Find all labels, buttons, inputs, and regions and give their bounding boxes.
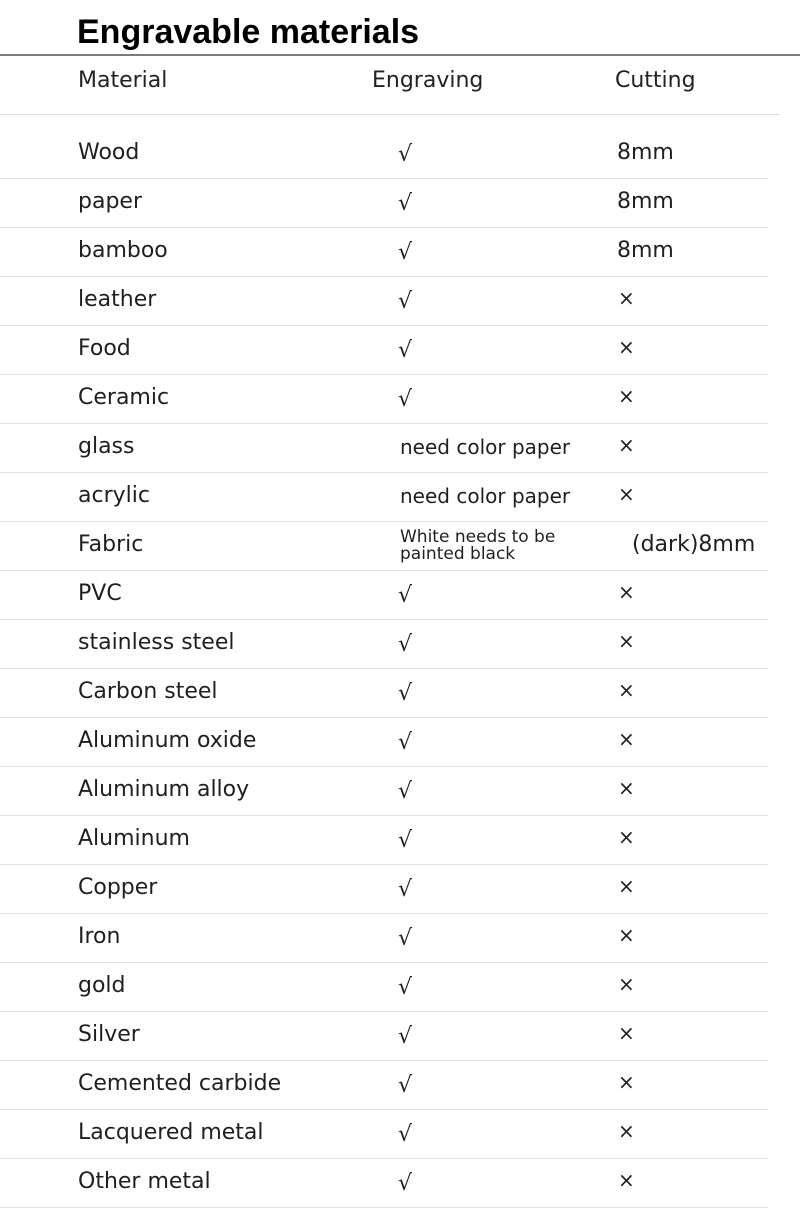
table-row [0,228,768,277]
table-row [0,767,768,816]
engraving-cell: √ [398,632,413,657]
cutting-cell: × [618,1070,635,1094]
cutting-cell: 8mm [617,140,674,165]
engraving-cell: √ [398,975,413,1000]
materials-table [0,130,800,1208]
table-row [0,179,768,228]
table-row [0,571,768,620]
cutting-cell: × [618,335,635,359]
material-cell: bamboo [78,238,168,263]
engraving-cell: √ [398,338,413,363]
material-cell: Ceramic [78,385,170,410]
engraving-cell: √ [398,191,413,216]
material-cell: Iron [78,924,121,949]
cutting-cell: 8mm [617,238,674,263]
material-cell: Copper [78,875,158,900]
engraving-cell: √ [398,926,413,951]
engraving-cell: White needs to be painted black [400,527,556,564]
cutting-cell: × [618,776,635,800]
table-row [0,620,768,669]
table-row [0,865,768,914]
engraving-cell: √ [398,1122,413,1147]
material-cell: Fabric [78,532,144,557]
header-cutting: Cutting [615,68,696,93]
cutting-cell: (dark)8mm [632,532,756,557]
table-row [0,1159,768,1208]
table-row [0,130,768,179]
page-title: Engravable materials [77,13,420,51]
cutting-cell: × [618,286,635,310]
cutting-cell: × [618,923,635,947]
engraving-cell: √ [398,240,413,265]
table-row [0,669,768,718]
table-row [0,1012,768,1061]
material-cell: Silver [78,1022,140,1047]
engraving-cell: √ [398,877,413,902]
header-material: Material [78,68,168,93]
cutting-cell: × [618,1168,635,1192]
material-cell: Aluminum [78,826,190,851]
cutting-cell: × [618,1119,635,1143]
engraving-cell: √ [398,289,413,314]
cutting-cell: × [618,678,635,702]
material-cell: PVC [78,581,122,606]
engraving-cell: need color paper [400,435,571,459]
cutting-cell: × [618,384,635,408]
engraving-cell: √ [398,779,413,804]
table-row [0,914,768,963]
cutting-cell: 8mm [617,189,674,214]
table-row [0,718,768,767]
table-row [0,424,768,473]
material-cell: Cemented carbide [78,1071,282,1096]
table-row [0,375,768,424]
header-engraving: Engraving [372,68,484,93]
table-row [0,1061,768,1110]
cutting-cell: × [618,433,635,457]
material-cell: Other metal [78,1169,211,1194]
cutting-cell: × [618,482,635,506]
table-row [0,522,768,571]
table-row [0,963,768,1012]
engraving-cell: √ [398,142,413,167]
material-cell: stainless steel [78,630,235,655]
table-row [0,473,768,522]
material-cell: Aluminum oxide [78,728,257,753]
engraving-cell: √ [398,1171,413,1196]
material-cell: paper [78,189,142,214]
cutting-cell: × [618,629,635,653]
material-cell: acrylic [78,483,150,508]
engraving-cell: √ [398,387,413,412]
material-cell: Wood [78,140,140,165]
table-header [0,56,780,115]
cutting-cell: × [618,874,635,898]
cutting-cell: × [618,727,635,751]
cutting-cell: × [618,1021,635,1045]
engraving-cell: √ [398,681,413,706]
material-cell: gold [78,973,126,998]
cutting-cell: × [618,825,635,849]
table-row [0,816,768,865]
material-cell: Carbon steel [78,679,218,704]
table-row [0,326,768,375]
material-cell: Aluminum alloy [78,777,250,802]
engraving-cell: √ [398,1024,413,1049]
engraving-cell: √ [398,828,413,853]
engraving-cell: √ [398,1073,413,1098]
table-row [0,277,768,326]
material-cell: Lacquered metal [78,1120,264,1145]
cutting-cell: × [618,972,635,996]
engraving-cell: √ [398,583,413,608]
material-cell: glass [78,434,135,459]
material-cell: Food [78,336,131,361]
material-cell: leather [78,287,157,312]
engraving-cell: √ [398,730,413,755]
engraving-cell: need color paper [400,484,571,508]
table-row [0,1110,768,1159]
cutting-cell: × [618,580,635,604]
